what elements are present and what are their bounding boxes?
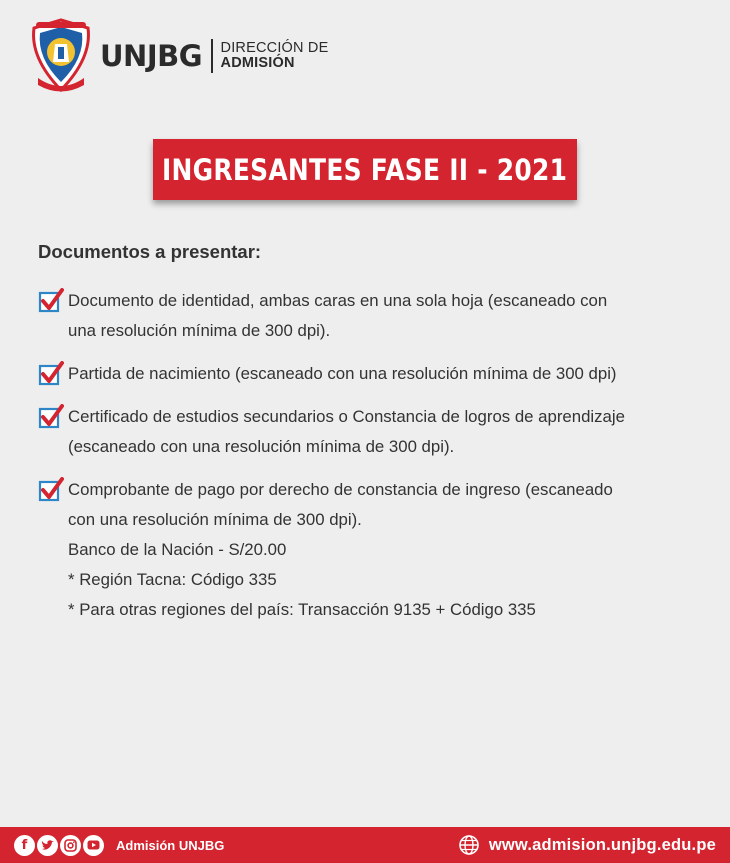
item-line: Documento de identidad, ambas caras en una sola hoja (escaneado con [68,291,608,310]
globe-icon [459,835,479,855]
checklist-item-certificate [38,402,708,462]
checklist-item-text [68,402,625,462]
checklist-item-birth-certificate [38,359,708,389]
checkbox-checked-icon [38,288,64,314]
brand-divider [211,39,213,73]
checklist-item-payment-receipt [38,475,708,625]
document-checklist [38,286,708,638]
page-title: INGRESANTES FASE II - 2021 [162,152,568,187]
social-icons [14,835,106,856]
footer [0,827,730,863]
item-line: con una resolución mínima de 300 dpi). [68,510,362,529]
website-link[interactable]: www.admision.unjbg.edu.pe [488,835,716,854]
checkbox-checked-icon [38,477,64,503]
facebook-icon[interactable]: f [14,835,35,856]
university-seal-icon [28,18,94,94]
brand-subtitle [221,41,329,71]
brand [100,39,328,73]
checklist-item-text [68,475,613,625]
checkbox-checked-icon [38,404,64,430]
checkbox-checked-icon [38,361,64,387]
instagram-icon[interactable] [60,835,81,856]
brand-subtitle-line1: DIRECCIÓN DE [220,40,329,56]
footer-website[interactable] [459,827,716,863]
header [28,18,328,94]
twitter-icon[interactable] [37,835,58,856]
item-line: Certificado de estudios secundarios o Constancia de logros de aprendizaje [68,407,625,426]
checklist-item-identity [38,286,708,346]
item-line: (escaneado con una resolución mínima de 300 dpi). [68,437,455,456]
section-heading: Documentos a presentar: [38,241,262,262]
brand-subtitle-line2: ADMISIÓN [220,55,295,71]
item-line: una resolución mínima de 300 dpi). [68,321,331,340]
item-line: Banco de la Nación - S/20.00 [68,540,287,559]
title-banner [153,139,577,200]
footer-account-name: Admisión UNJBG [116,837,225,853]
item-line: * Para otras regiones del país: Transacción 9135 + Código 335 [68,600,536,619]
item-line: Comprobante de pago por derecho de constancia de ingreso (escaneado [68,480,613,499]
checklist-item-text [68,286,607,346]
item-line: * Región Tacna: Código 335 [68,570,277,589]
item-line: Partida de nacimiento (escaneado con una resolución mínima de 300 dpi) [68,364,617,383]
brand-name: UNJBG [100,39,203,73]
checklist-item-text [68,359,617,389]
youtube-icon[interactable] [83,835,104,856]
